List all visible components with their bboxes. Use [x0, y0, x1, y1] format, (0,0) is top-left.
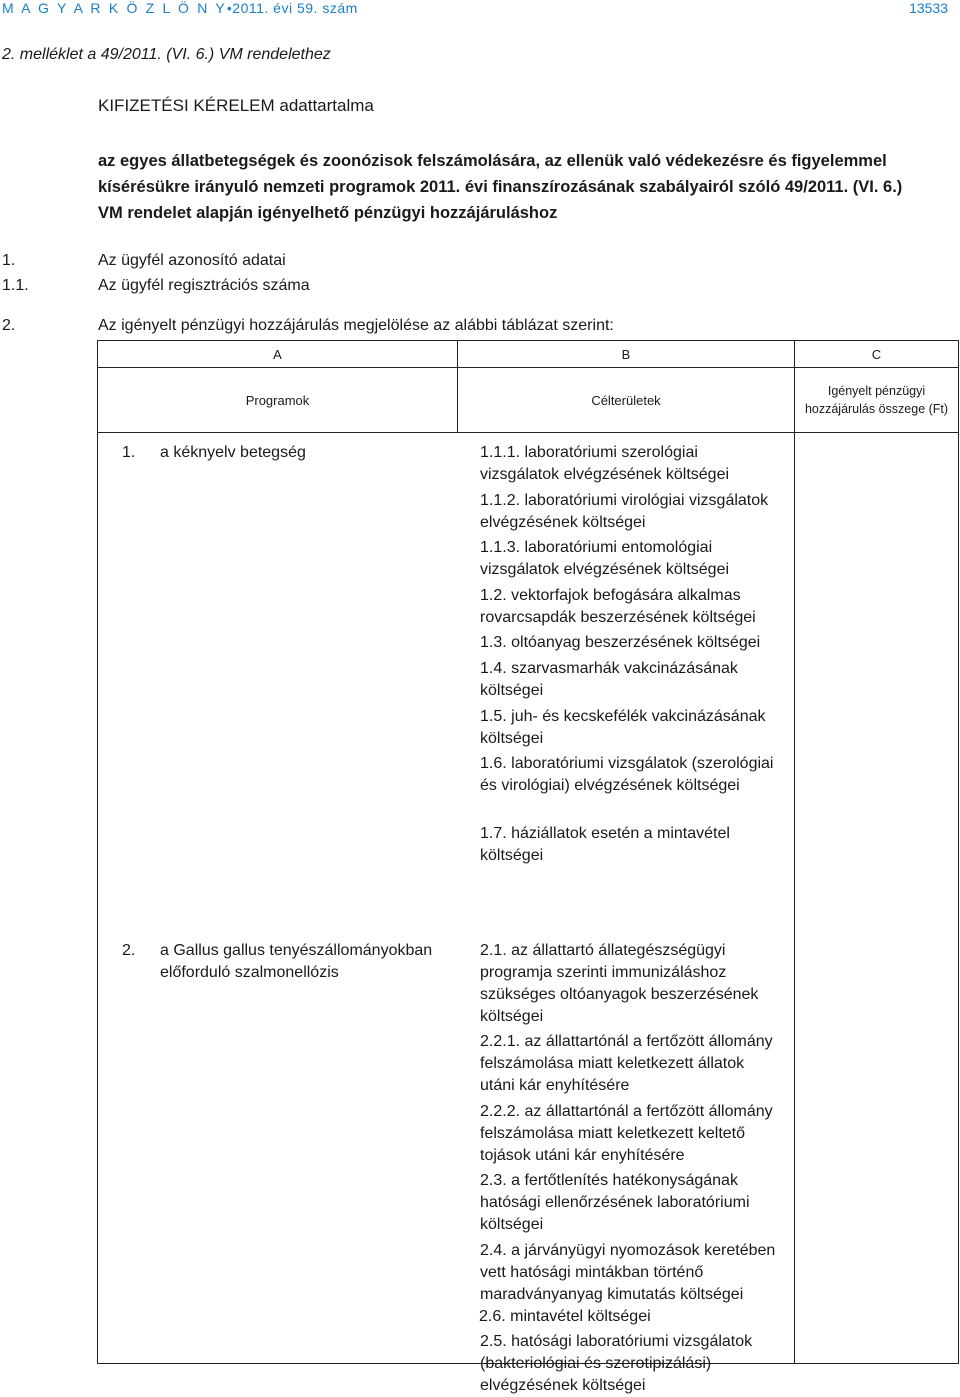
annex-reference: 2. melléklet a 49/2011. (VI. 6.) VM rendelethez: [2, 46, 331, 63]
target-item: 1.2. vektorfajok befogására alkalmas rovarcsapdák beszerzésének költségei: [480, 587, 756, 626]
target-item: 2.3. a fertőtlenítés hatékonyságának hatósági ellenőrzésének laboratóriumi költségei: [480, 1172, 750, 1233]
column-header-row: [98, 368, 959, 433]
program-number: 2.: [122, 942, 136, 959]
target-item: 1.4. szarvasmarhák vakcinázásának költségei: [480, 660, 738, 699]
target-item: 1.1.2. laboratóriumi virológiai vizsgálatok elvégzésének költségei: [480, 492, 769, 531]
header-amount: Igényelt pénzügyi hozzájárulás összege (Ft): [795, 368, 959, 433]
section-title: Az igényelt pénzügyi hozzájárulás megjelölése az alábbi táblázat szerint:: [98, 317, 614, 334]
header-programs: Programok: [98, 368, 458, 433]
contribution-table: [97, 340, 959, 1394]
amount-cell[interactable]: [795, 433, 959, 1364]
column-letter-c: C: [795, 341, 959, 368]
target-item: 2.4. a járványügyi nyomozások keretében vett hatósági mintákban történő maradványanyag kimutatás költségei: [480, 1242, 776, 1303]
target-item: 2.2.1. az állattartónál a fertőzött állomány felszámolása miatt keletkezett állatok utáni kár enyhítésére: [480, 1033, 773, 1094]
section-title: Az ügyfél azonosító adatai: [98, 252, 286, 269]
target-item: 1.6. laboratóriumi vizsgálatok (szerológiai és virológiai) elvégzésének költségei: [480, 755, 774, 794]
target-item: 1.1.1. laboratóriumi szerológiai vizsgálatok elvégzésének költségei: [480, 444, 730, 483]
column-letter-row: [98, 341, 959, 368]
target-item: 2.5. hatósági laboratóriumi vizsgálatok (bakteriológiai és szerotipizálási) elvégzésének költségei: [480, 1333, 753, 1394]
section-number: 1.1.: [2, 277, 29, 294]
section-number: 2.: [2, 317, 16, 334]
target-item: 2.1. az állattartó állategészségügyi programja szerinti immunizáláshoz szükséges oltóanyagok beszerzésének költségei: [480, 942, 759, 1025]
target-item: 1.1.3. laboratóriumi entomológiai vizsgálatok elvégzésének költségei: [480, 539, 730, 578]
target-item: 2.2.2. az állattartónál a fertőzött állomány felszámolása miatt keletkezett keltető tojások utáni kár enyhítésére: [480, 1103, 773, 1164]
target-item: 2.6. mintavétel költségei: [479, 1308, 651, 1325]
program-number: 1.: [122, 444, 136, 461]
document-title: KIFIZETÉSI KÉRELEM adattartalma: [98, 96, 374, 115]
program-name: a Gallus gallus tenyészállományokban előforduló szalmonellózis: [160, 942, 433, 981]
issue-number: 2011. évi 59. szám: [232, 0, 358, 16]
table-body-row: [98, 433, 959, 1364]
target-item: 1.5. juh- és kecskefélék vakcinázásának költségei: [480, 708, 766, 747]
header-bullet: •: [226, 0, 233, 16]
page-number: 13533: [909, 0, 948, 16]
running-header: [2, 0, 358, 16]
section-title: Az ügyfél regisztrációs száma: [98, 277, 310, 294]
target-item: 1.3. oltóanyag beszerzésének költségei: [480, 634, 761, 651]
column-letter-b: B: [458, 341, 795, 368]
section-number: 1.: [2, 252, 16, 269]
header-target-areas: Célterületek: [458, 368, 795, 433]
programs-and-targets-cell: [98, 433, 795, 1394]
document-subtitle: az egyes állatbetegségek és zoonózisok felszámolására, az ellenük való védekezésre és figyelemmel kísérésükre irányuló nemzeti programok 2011. évi finanszírozásának szabályairól szóló 49/2011. (VI. 6.) VM rendelet alapján igényelhető pénzügyi hozzájáruláshoz: [98, 152, 903, 222]
publication-name: M A G Y A R K Ö Z L Ö N Y: [2, 0, 227, 16]
column-letter-a: A: [98, 341, 458, 368]
target-item: 1.7. háziállatok esetén a mintavétel költségei: [480, 825, 730, 864]
program-name: a kéknyelv betegség: [160, 444, 306, 461]
